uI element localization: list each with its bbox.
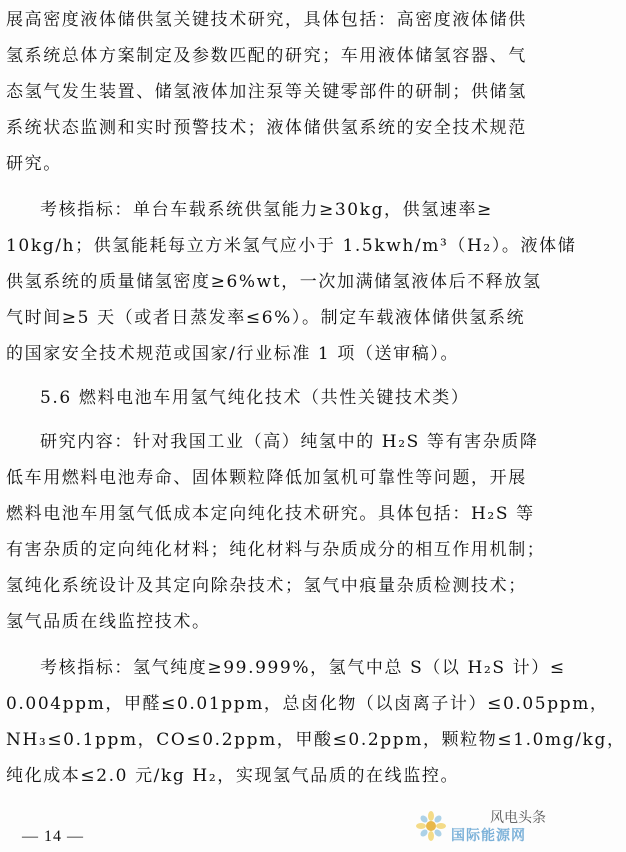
text-line: 研究内容：针对我国工业（高）纯氢中的 H₂S 等有害杂质降 <box>40 432 539 452</box>
text-line: 展高密度液体储供氢关键技术研究，具体包括：高密度液体储供 <box>6 10 527 30</box>
text-line: 考核指标：氢气纯度≥99.999%，氢气中总 S（以 H₂S 计）≤ <box>40 658 566 678</box>
sunflower-logo-icon <box>416 811 446 841</box>
text-line: 氢气品质在线监控技术。 <box>6 612 211 632</box>
text-line: 氢纯化系统设计及其定向除杂技术；氢气中痕量杂质检测技术； <box>6 576 527 596</box>
text-line: 态氢气发生装置、储氢液体加注泵等关键零部件的研制；供储氢 <box>6 82 527 102</box>
watermark <box>406 805 556 849</box>
text-line: 研究。 <box>6 154 62 174</box>
text-line: 系统状态监测和实时预警技术；液体储供氢系统的安全技术规范 <box>6 118 527 138</box>
text-line: 有害杂质的定向纯化材料；纯化材料与杂质成分的相互作用机制； <box>6 540 546 560</box>
page-number: — 14 — <box>22 828 84 845</box>
text-line: 考核指标：单台车载系统供氢能力≥30kg，供氢速率≥ <box>40 200 493 220</box>
section-heading: 5.6 燃料电池车用氢气纯化技术（共性关键技术类） <box>40 388 470 408</box>
text-line: 10kg/h；供氢能耗每立方米氢气应小于 1.5kwh/m³（H₂）。液体储 <box>6 236 577 256</box>
text-line: 气时间≥5 天（或者日蒸发率≤6%）。制定车载液体储供氢系统 <box>6 308 526 328</box>
text-line: 氢系统总体方案制定及参数匹配的研究；车用液体储氢容器、气 <box>6 46 527 66</box>
text-line: 纯化成本≤2.0 元/kg H₂，实现氢气品质的在线监控。 <box>6 766 460 786</box>
text-line: NH₃≤0.1ppm，CO≤0.2ppm，甲酸≤0.2ppm，颗粒物≤1.0mg/kg， <box>6 730 626 750</box>
text-line: 燃料电池车用氢气低成本定向纯化技术研究。具体包括：H₂S 等 <box>6 504 535 524</box>
text-line: 的国家安全技术规范或国家/行业标准 1 项（送审稿）。 <box>6 344 460 364</box>
text-line: 0.004ppm，甲醛≤0.01ppm，总卤化物（以卤离子计）≤0.05ppm， <box>6 694 609 714</box>
text-line: 低车用燃料电池寿命、固体颗粒降低加氢机可靠性等问题，开展 <box>6 468 527 488</box>
text-line: 供氢系统的质量储氢密度≥6%wt，一次加满储氢液体后不释放氢 <box>6 272 542 292</box>
watermark-logo-text: 国际能源网 <box>451 828 526 844</box>
watermark-handle: 风电头条 <box>490 810 546 826</box>
